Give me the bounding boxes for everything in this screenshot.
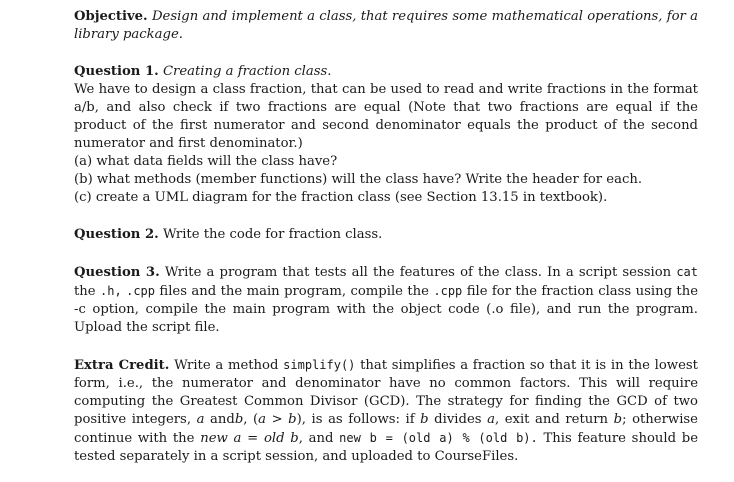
extra-text-10: , and xyxy=(298,431,334,446)
question3-label: Question 3. xyxy=(74,265,160,280)
extra-text-9: = xyxy=(247,431,259,446)
question1-paragraph xyxy=(74,63,698,207)
code-cpp-1: .cpp xyxy=(126,284,156,298)
question2-label: Question 2. xyxy=(74,227,159,242)
extra-text-2: that simplifies a fraction so that it is in the lowest form, i.e., the numerator and denominator have no common factors. This will require computing the Greatest Common Divisor (GCD). The strategy for finding the GCD of two positive integers, xyxy=(74,358,698,427)
code-cat: cat xyxy=(676,265,699,279)
extra-text-11: This feature should be tested separately in a script session, and uploaded to CourseFiles. xyxy=(74,431,699,464)
extra-text-6: divides xyxy=(434,412,482,427)
question3-text-2: the xyxy=(74,284,96,299)
math-a-2: a xyxy=(487,412,495,427)
math-b-2: b xyxy=(420,412,429,427)
extra-text-4: , ( xyxy=(243,412,259,427)
extra-text-5: ), is as follows: if xyxy=(296,412,415,427)
question1-part-c: (c) create a UML diagram for the fraction class (see Section 13.15 in textbook). xyxy=(74,190,608,205)
math-new-a: new a xyxy=(200,431,242,446)
objective-paragraph xyxy=(74,8,698,44)
code-new-b: new b = (old a) % (old b). xyxy=(339,431,538,445)
objective-label: Objective. xyxy=(74,9,148,24)
objective-text: Design and implement a class, that requires some mathematical operations, for a library package. xyxy=(74,9,698,42)
question1-part-a: (a) what data fields will the class have? xyxy=(74,154,338,169)
extra-text-7: , exit and return xyxy=(494,412,609,427)
extra-credit-label: Extra Credit. xyxy=(74,358,170,373)
question3-text-1: Write a program that tests all the features of the class. In a script session xyxy=(164,265,672,280)
extra-credit-paragraph xyxy=(74,356,698,466)
math-condition: a > b xyxy=(258,412,297,427)
question1-title: Creating a fraction class. xyxy=(162,64,332,79)
code-simplify: simplify() xyxy=(283,358,356,372)
question1-label: Question 1. xyxy=(74,64,159,79)
extra-text-1: Write a method xyxy=(174,358,279,373)
math-b-1: b xyxy=(234,412,244,427)
question3-text-3: files and the main program, compile the xyxy=(159,284,429,299)
question1-part-b: (b) what methods (member functions) will the class have? Write the header for each. xyxy=(74,172,643,187)
math-b-3: b xyxy=(613,412,623,427)
question2-text: Write the code for fraction class. xyxy=(162,227,383,242)
code-h: .h, xyxy=(100,284,122,298)
extra-text-8: ; otherwise continue with the xyxy=(74,412,698,446)
code-cpp-2: .cpp xyxy=(433,284,463,298)
math-a-1: a xyxy=(196,412,205,427)
question3-paragraph xyxy=(74,263,698,337)
extra-text-3: and xyxy=(210,412,235,427)
question2-paragraph xyxy=(74,226,698,244)
question3-text-4: file for the fraction class using the -c option, compile the main program with the object code (.o file), and run the program. Upload the script file. xyxy=(74,284,698,335)
question1-body: We have to design a class fraction, that can be used to read and write fractions in the format a/b, and also check if two fractions are equal (Note that two fractions are equal if the product of the first numerator and second denominator equals the product of the second numerator and first denominator.) xyxy=(74,82,698,151)
math-old-b: old b xyxy=(263,431,299,446)
